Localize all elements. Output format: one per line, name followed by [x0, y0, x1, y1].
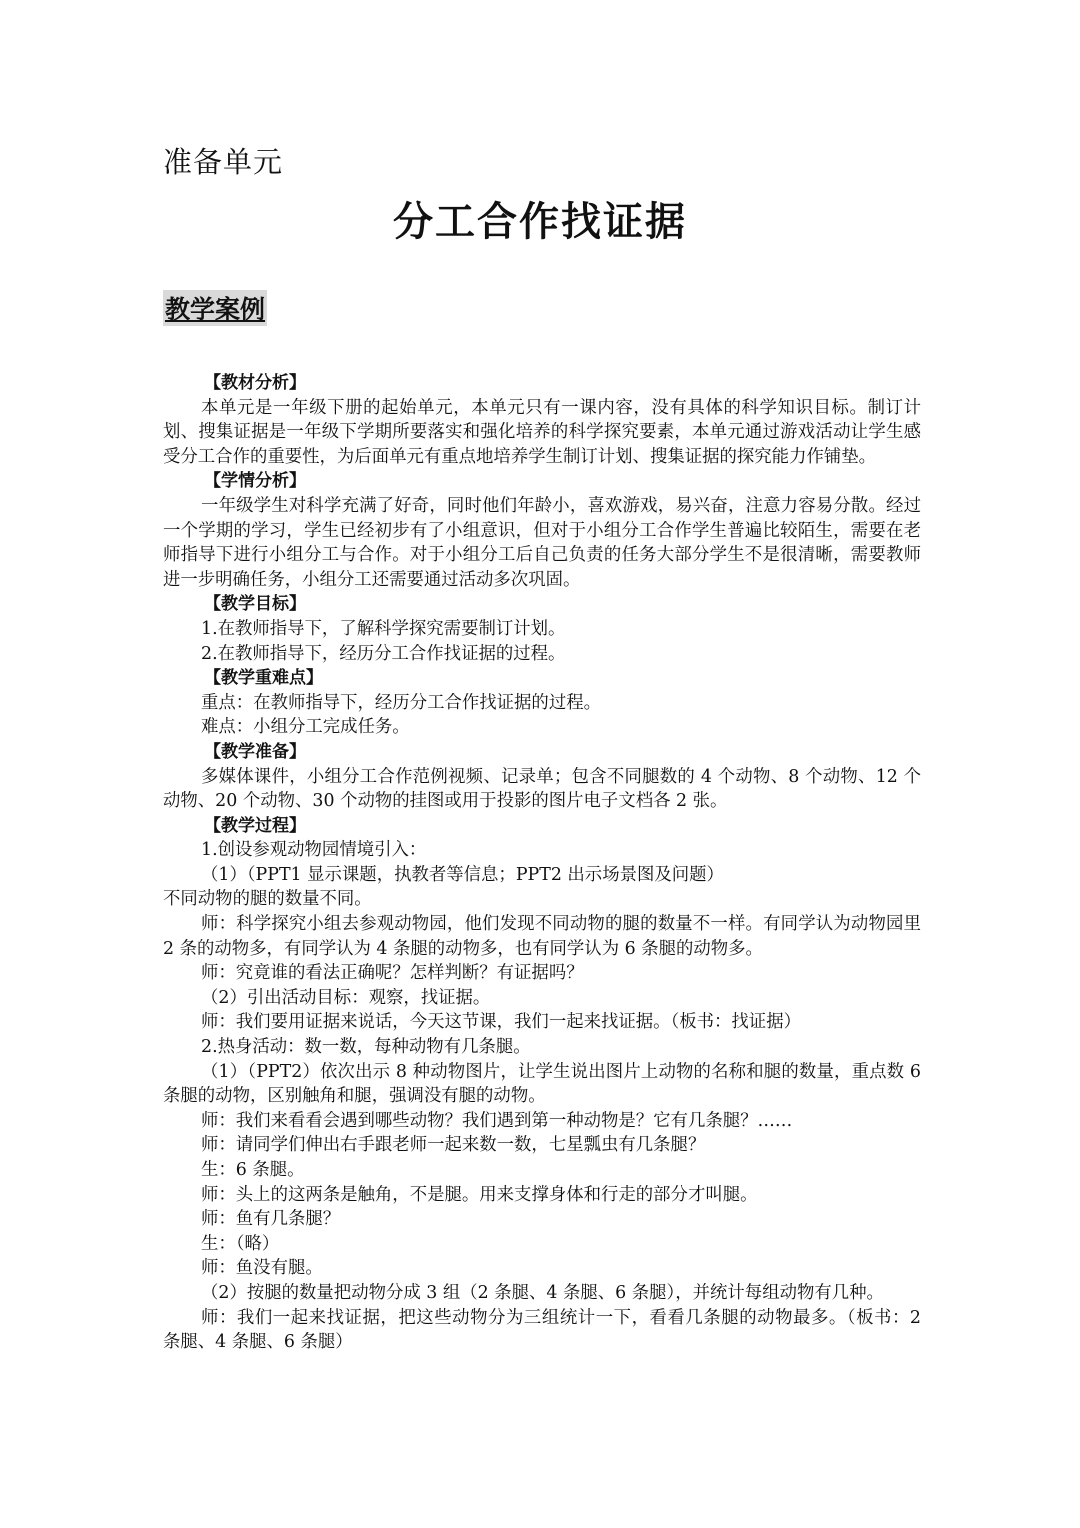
subsection-heading: 【教材分析】 [204, 373, 306, 393]
paragraph: 生：6 条腿。 [201, 1160, 305, 1180]
paragraph: 1.在教师指导下，了解科学探究需要制订计划。 [201, 618, 566, 639]
paragraph: 师：请同学们伸出右手跟老师一起来数一数，七星瓢虫有几条腿？ [201, 1135, 706, 1156]
paragraph: 难点：小组分工完成任务。 [201, 717, 410, 738]
paragraph: 师：鱼没有腿。 [201, 1258, 323, 1279]
paragraph: 重点：在教师指导下，经历分工合作找证据的过程。 [201, 692, 601, 713]
lesson-body [163, 371, 921, 1355]
subsection-heading: 【教学重难点】 [204, 668, 323, 689]
paragraph: 师：鱼有几条腿？ [201, 1209, 341, 1230]
paragraph: （1）（PPT2）依次出示 8 种动物图片，让学生说出图片上动物的名称和腿的数量，重点数 6 条腿的动物，区别触角和腿，强调没有腿的动物。 [163, 1061, 921, 1107]
paragraph: 不同动物的腿的数量不同。 [163, 889, 372, 910]
paragraph: （2）按腿的数量把动物分成 3 组（2 条腿、4 条腿、6 条腿），并统计每组动物有几种。 [201, 1282, 884, 1303]
paragraph: 生：（略） [201, 1233, 280, 1254]
section-heading: 教学案例 [163, 290, 267, 326]
paragraph: 师：头上的这两条是触角，不是腿。用来支撑身体和行走的部分才叫腿。 [201, 1184, 758, 1205]
paragraph: 一年级学生对科学充满了好奇，同时他们年龄小，喜欢游戏，易兴奋，注意力容易分散。经过一个学期的学习，学生已经初步有了小组意识，但对于小组分工合作学生普遍比较陌生，需要在老师指导下进行小组分工与合作。对于小组分工后自己负责的任务大部分学生不是很清晰，需要教师进一步明确任务，小组分工还需要通过活动多次巩固。 [163, 495, 921, 590]
unit-label: 准备单元 [163, 145, 284, 179]
paragraph: 师：我们一起来找证据，把这些动物分为三组统计一下，看看几条腿的动物最多。（板书：2 条腿、4 条腿、6 条腿） [163, 1307, 921, 1353]
paragraph: 师：究竟谁的看法正确呢？怎样判断？有证据吗？ [201, 963, 584, 984]
paragraph: 师：我们要用证据来说话，今天这节课，我们一起来找证据。（板书：找证据） [201, 1012, 801, 1033]
subsection-heading: 【教学准备】 [204, 741, 306, 762]
paragraph: 师：我们来看看会遇到哪些动物？我们遇到第一种动物是？它有几条腿？…… [201, 1110, 793, 1131]
paragraph: （1）（PPT1 显示课题，执教者等信息；PPT2 出示场景图及问题） [201, 864, 724, 885]
paragraph: 1.创设参观动物园情境引入： [201, 840, 427, 861]
paragraph: 2.热身活动：数一数，每种动物有几条腿。 [201, 1037, 531, 1058]
paragraph: 师：科学探究小组去参观动物园，他们发现不同动物的腿的数量不一样。有同学认为动物园里 2 条的动物多，有同学认为 4 条腿的动物多，也有同学认为 6 条腿的动物多。 [163, 914, 921, 959]
paragraph: 多媒体课件，小组分工合作范例视频、记录单；包含不同腿数的 4 个动物、8 个动物、12 个动物、20 个动物、30 个动物的挂图或用于投影的图片电子文档各 2 张。 [163, 766, 921, 812]
paragraph: 2.在教师指导下，经历分工合作找证据的过程。 [201, 643, 566, 664]
paragraph: （2）引出活动目标：观察，找证据。 [201, 987, 491, 1008]
subsection-heading: 【教学目标】 [204, 594, 306, 615]
page-title: 分工合作找证据 [393, 199, 687, 245]
paragraph: 本单元是一年级下册的起始单元，本单元只有一课内容，没有具体的科学知识目标。制订计划、搜集证据是一年级下学期所要落实和强化培养的科学探究要素，本单元通过游戏活动让学生感受分工合作的重要性，为后面单元有重点地培养学生制订计划、搜集证据的探究能力作铺垫。 [163, 397, 921, 467]
subsection-heading: 【教学过程】 [204, 815, 306, 836]
subsection-heading: 【学情分析】 [204, 471, 306, 492]
